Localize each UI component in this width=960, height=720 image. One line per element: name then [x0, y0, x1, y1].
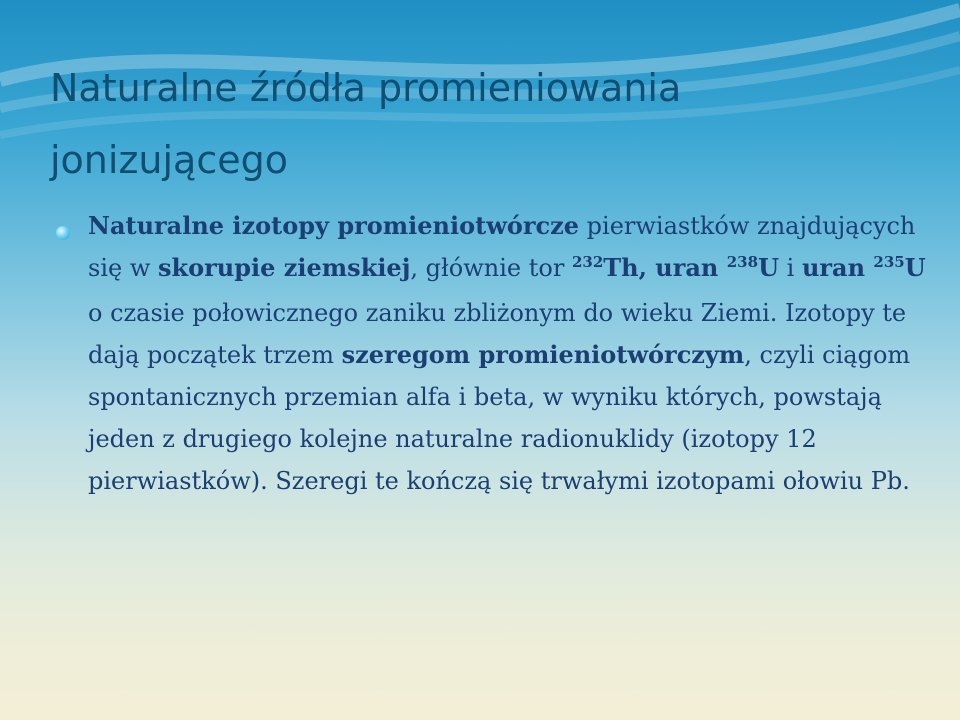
text-segment: o czasie połowicznego zaniku zbliżonym do wieku Ziemi. Izotopy te dają początek trzem: [88, 299, 907, 369]
term-radioactive-series: szeregom promieniotwórczym: [341, 340, 745, 369]
term-earth-crust: skorupie ziemskiej: [158, 253, 411, 282]
text-segment: , głównie tor: [410, 254, 572, 282]
text-segment: i: [779, 254, 802, 282]
text-segment-bold: , uran: [638, 253, 727, 282]
term-uranium: uran: [801, 253, 874, 282]
text-segment: , czyli ciągom spontanicznych przemian alfa i beta, w wyniku których, powstają jeden z drugiego kolejne naturalne radionuklidy (izotopy 12 pierwiastków). Szeregi te kończą się trwałymi izotopami ołowiu Pb.: [88, 341, 911, 495]
bullet-list-item: [50, 205, 930, 502]
element-th: Th: [603, 253, 639, 282]
mass-number-u235: 235: [873, 253, 905, 271]
bullet-paragraph: [88, 205, 930, 502]
element-u238: U: [758, 253, 779, 282]
round-bullet-icon: [56, 226, 70, 240]
mass-number-th: 232: [571, 253, 604, 271]
text-segment: pierwiastków znajdujących się w: [88, 212, 916, 282]
slide-title: Naturalne źródła promieniowania jonizującego: [50, 66, 682, 182]
term-natural-isotopes: Naturalne izotopy promieniotwórcze: [88, 211, 580, 240]
mass-number-u238: 238: [726, 253, 759, 271]
element-u235: U: [904, 253, 926, 282]
slide-content: [50, 205, 930, 502]
